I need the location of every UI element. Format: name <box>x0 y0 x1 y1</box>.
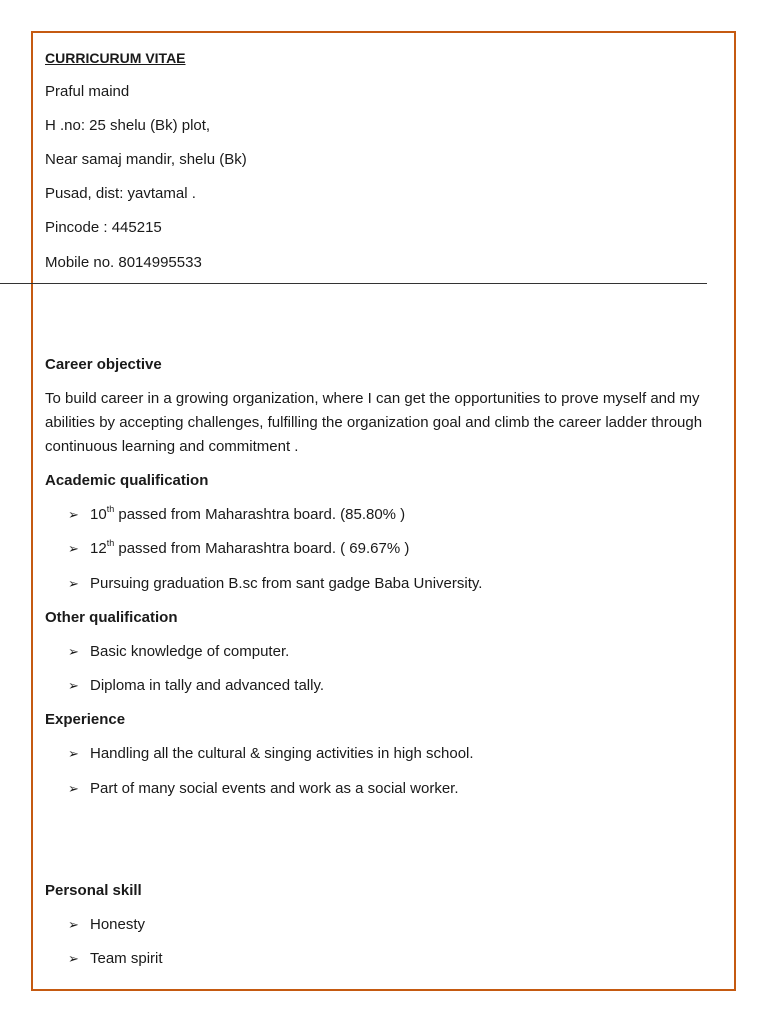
arrow-bullet-icon: ➢ <box>68 917 79 932</box>
list-item-text: Handling all the cultural & singing activities in high school. <box>90 745 474 762</box>
academic-heading: Academic qualification <box>45 472 209 489</box>
experience-heading: Experience <box>45 711 126 728</box>
list-item-text: Honesty <box>90 916 146 933</box>
address-line-3: Pusad, dist: yavtamal . <box>45 185 196 202</box>
list-item-text: Basic knowledge of computer. <box>90 643 290 660</box>
arrow-bullet-icon: ➢ <box>68 507 79 522</box>
address-line-1: H .no: 25 shelu (Bk) plot, <box>45 117 211 134</box>
personal-skill-heading: Personal skill <box>45 882 142 899</box>
list-item <box>68 574 482 594</box>
career-objective-text: To build career in a growing organization, where I can get the opportunities to prove myself and my abilities by accepting challenges, fulfilling the organization goal and climb the career ladder through continuous learning and commitment . <box>45 390 703 455</box>
horizontal-divider <box>0 283 707 284</box>
list-item-text: Pursuing graduation B.sc from sant gadge Baba University. <box>90 575 483 592</box>
arrow-bullet-icon: ➢ <box>68 781 79 796</box>
list-item <box>68 915 145 935</box>
list-item <box>68 539 409 559</box>
arrow-bullet-icon: ➢ <box>68 678 79 693</box>
address-line-2: Near samaj mandir, shelu (Bk) <box>45 151 247 168</box>
list-item-text: 10th passed from Maharashtra board. (85.80% ) <box>90 504 406 523</box>
list-item <box>68 642 289 662</box>
list-item-text: Team spirit <box>90 950 163 967</box>
list-item <box>68 744 474 764</box>
list-item <box>68 779 459 799</box>
arrow-bullet-icon: ➢ <box>68 576 79 591</box>
arrow-bullet-icon: ➢ <box>68 541 79 556</box>
pincode: Pincode : 445215 <box>45 219 162 236</box>
arrow-bullet-icon: ➢ <box>68 644 79 659</box>
list-item <box>68 505 405 525</box>
arrow-bullet-icon: ➢ <box>68 951 79 966</box>
name: Praful maind <box>45 83 130 100</box>
mobile-number: Mobile no. 8014995533 <box>45 254 202 271</box>
career-objective-heading: Career objective <box>45 356 162 373</box>
other-qualification-heading: Other qualification <box>45 609 178 626</box>
list-item <box>68 949 163 969</box>
list-item-text: Part of many social events and work as a social worker. <box>90 780 459 797</box>
document-title: CURRICURUM VITAE <box>45 50 186 66</box>
list-item-text: Diploma in tally and advanced tally. <box>90 677 325 694</box>
list-item-text: 12th passed from Maharashtra board. ( 69.67% ) <box>90 538 410 557</box>
list-item <box>68 676 324 696</box>
arrow-bullet-icon: ➢ <box>68 746 79 761</box>
